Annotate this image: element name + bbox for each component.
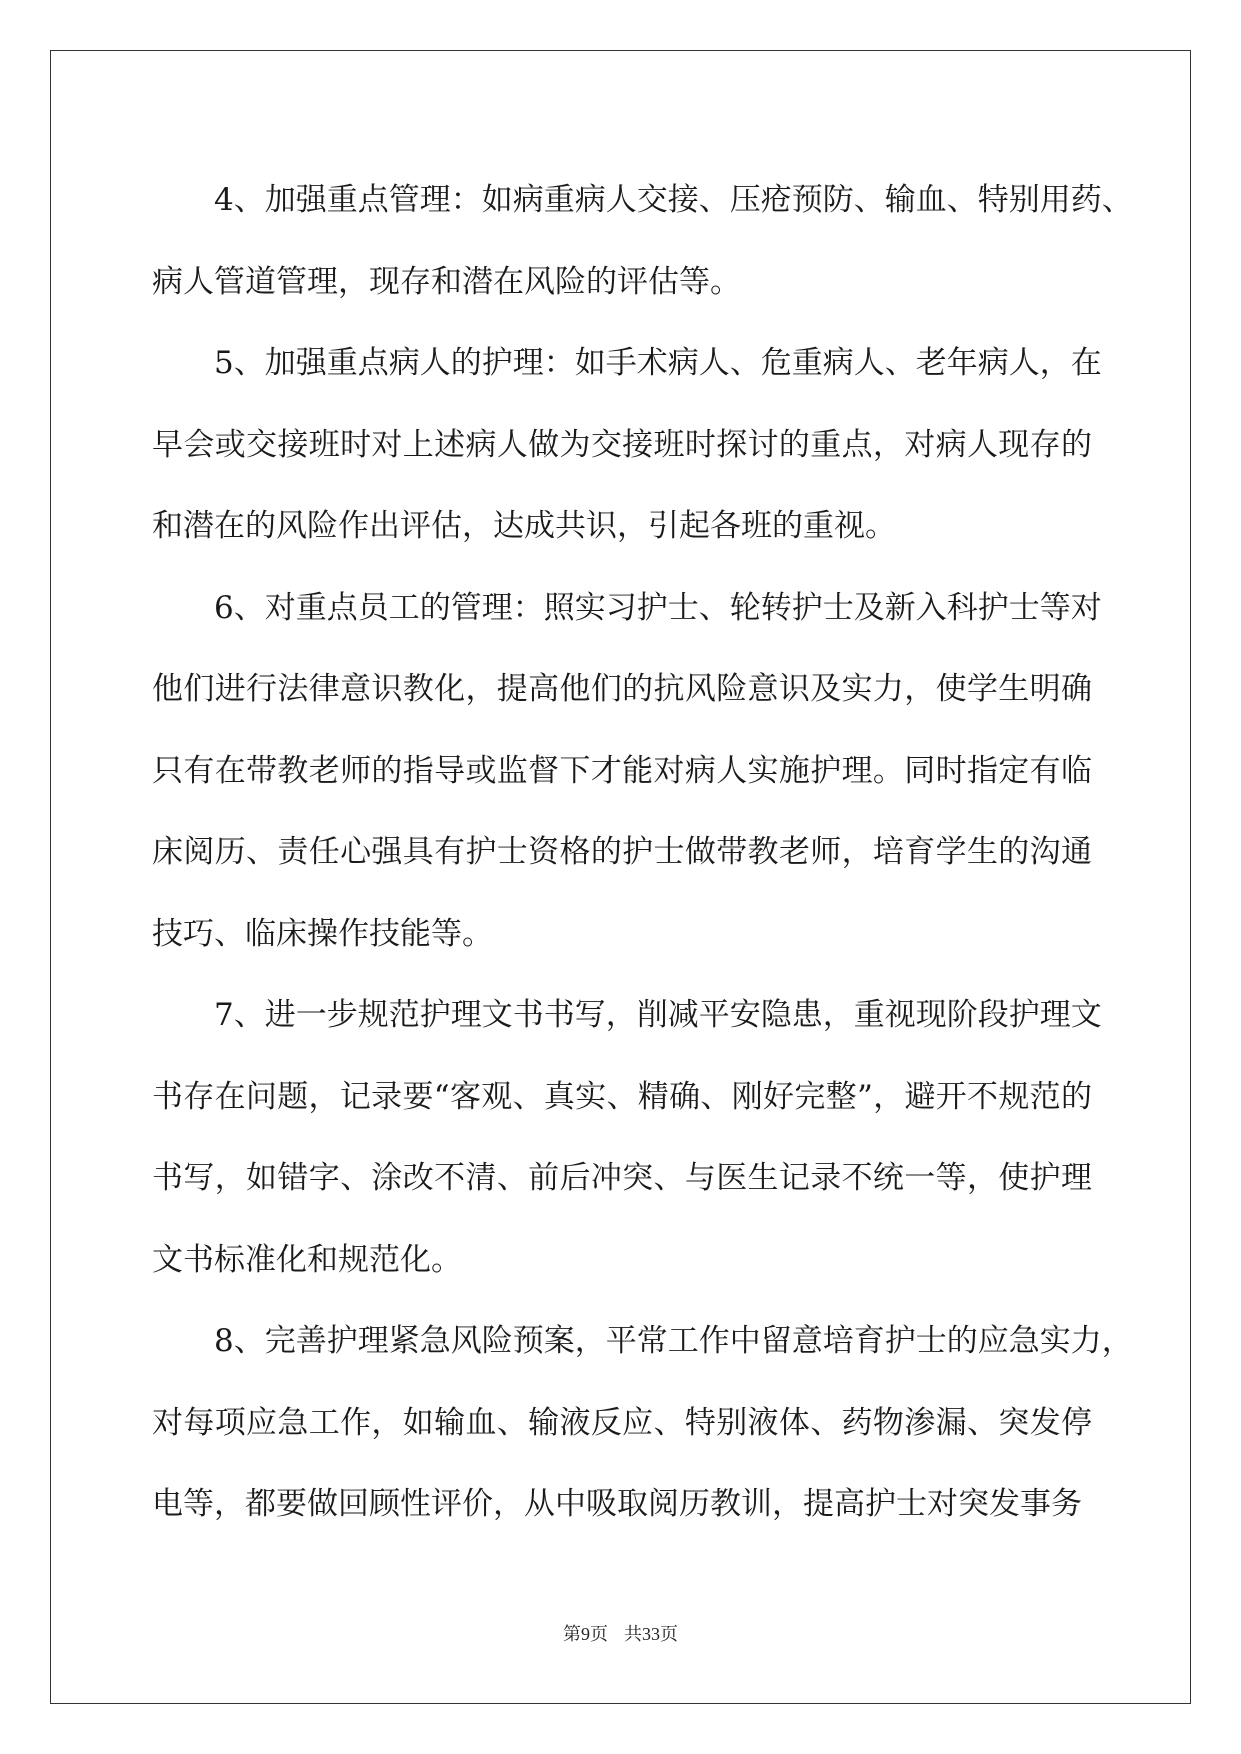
footer-page-number: 9 bbox=[581, 1624, 590, 1644]
document-body bbox=[152, 160, 1133, 1546]
text-line: 书写，如错字、涂改不清、前后冲突、与医生记录不统一等，使护理 bbox=[152, 1160, 1092, 1196]
text-line: 4、加强重点管理：如病重病人交接、压疮预防、输血、特别用药、 bbox=[214, 182, 1133, 218]
text-line: 对每项应急工作，如输血、输液反应、特别液体、药物渗漏、突发停 bbox=[152, 1404, 1092, 1441]
footer-total-suffix: 页 bbox=[660, 1624, 678, 1645]
footer-page-suffix: 页 bbox=[590, 1624, 608, 1645]
paragraph-p7 bbox=[152, 975, 1102, 1301]
footer-total-prefix: 共 bbox=[624, 1624, 642, 1645]
text-line: 只有在带教老师的指导或监督下才能对病人实施护理。同时指定有临 bbox=[152, 752, 1092, 789]
text-line: 床阅历、责任心强具有护士资格的护士做带教老师，培育学生的沟通 bbox=[152, 834, 1092, 870]
text-line: 他们进行法律意识教化，提高他们的抗风险意识及实力，使学生明确 bbox=[152, 671, 1092, 707]
text-line: 病人管道管理，现存和潜在风险的评估等。 bbox=[152, 263, 741, 300]
paragraph-p6 bbox=[152, 568, 1102, 976]
text-line: 电等，都要做回顾性评价，从中吸取阅历教训，提高护士对突发事务 bbox=[152, 1486, 1082, 1522]
text-line: 书存在问题，记录要“客观、真实、精确、刚好完整”，避开不规范的 bbox=[152, 1078, 1092, 1115]
text-line: 和潜在的风险作出评估，达成共识，引起各班的重视。 bbox=[152, 508, 896, 544]
paragraph-p5 bbox=[152, 323, 1102, 568]
text-line: 技巧、临床操作技能等。 bbox=[152, 915, 493, 952]
paragraph-p4 bbox=[152, 160, 1133, 323]
text-line: 早会或交接班时对上述病人做为交接班时探讨的重点，对病人现存的 bbox=[152, 426, 1092, 463]
text-line: 6、对重点员工的管理：照实习护士、轮转护士及新入科护士等对 bbox=[214, 589, 1102, 626]
text-line: 7、进一步规范护理文书书写，削减平安隐患，重视现阶段护理文 bbox=[214, 997, 1102, 1033]
page-footer bbox=[0, 1620, 1241, 1646]
footer-page-prefix: 第 bbox=[563, 1624, 581, 1645]
text-line: 5、加强重点病人的护理：如手术病人、危重病人、老年病人，在 bbox=[214, 345, 1102, 381]
text-line: 文书标准化和规范化。 bbox=[152, 1241, 462, 1278]
footer-total-pages: 33 bbox=[642, 1624, 660, 1644]
text-line: 8、完善护理紧急风险预案，平常工作中留意培育护士的应急实力， bbox=[214, 1323, 1133, 1359]
paragraph-p8 bbox=[152, 1301, 1133, 1546]
